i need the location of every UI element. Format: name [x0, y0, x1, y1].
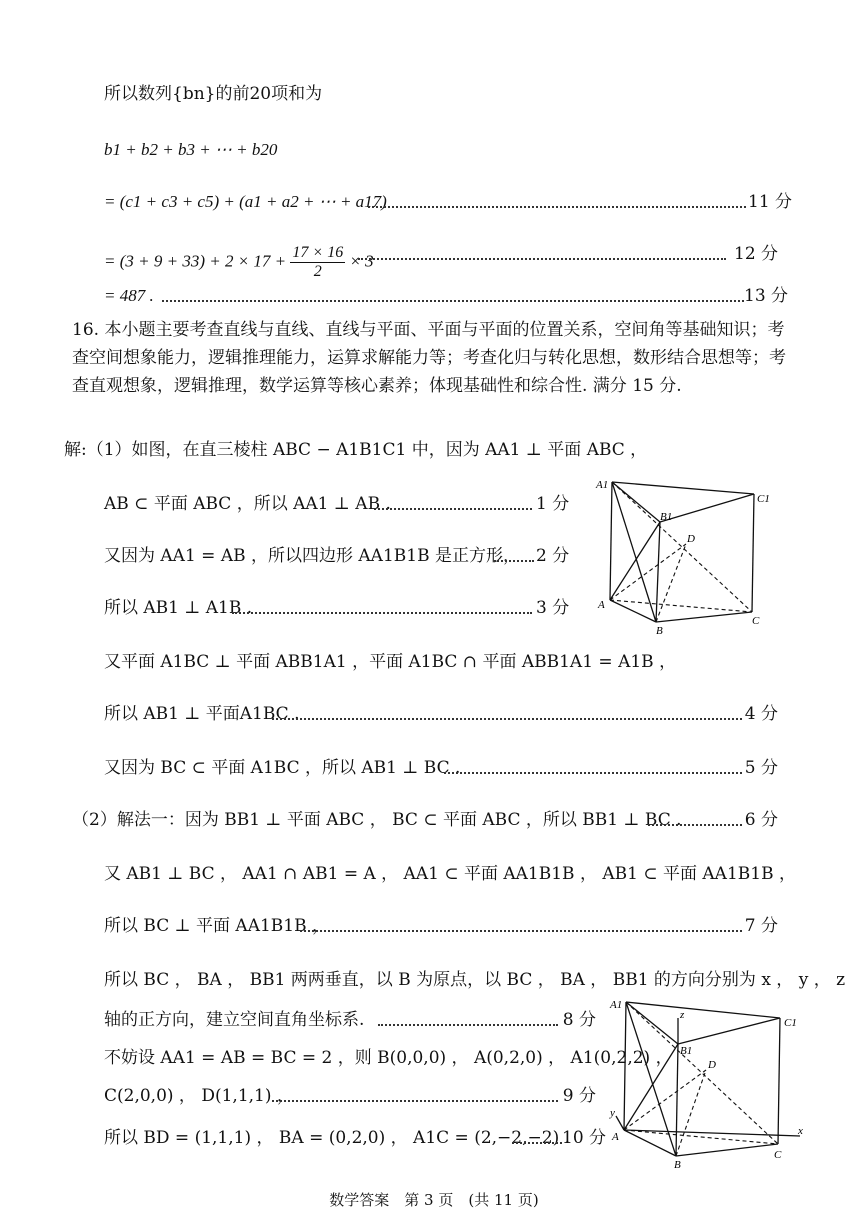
solution-part-1-line-6: 所以 AB1 ⊥ 平面A1BC . — [104, 704, 300, 724]
fraction-denominator: 2 — [313, 263, 322, 280]
solution-part-2-line-8: 所以 BD = (1,1,1) ， BA = (0,2,0) ， A1C = (2,−2,−2) . — [104, 1128, 571, 1148]
fig2-label-y: y — [610, 1107, 615, 1119]
score-label: 8 分 — [562, 1010, 596, 1030]
score-label: 13 分 — [744, 286, 789, 306]
step-2-part-a: = (3 + 9 + 33) + 2 × 17 + — [104, 251, 287, 271]
score-label: 10 分 — [562, 1128, 607, 1148]
fig2-label-b1: B1 — [680, 1045, 693, 1057]
score-label: 4 分 — [744, 704, 778, 724]
fig2-label-z: z — [680, 1009, 685, 1021]
fig2-label-a: A — [612, 1131, 619, 1143]
fig1-label-c: C — [752, 615, 760, 627]
solution-part-2-line-3: 所以 BC ⊥ 平面 AA1B1B ， — [104, 916, 329, 936]
fig1-label-a: A — [598, 599, 605, 611]
fig1-label-a1: A1 — [596, 479, 609, 491]
solution-part-2-line-1: （2）解法一：因为 BB1 ⊥ 平面 ABC ， BC ⊂ 平面 ABC ，所以 BB1 ⊥ BC . — [72, 810, 682, 830]
solution-part-1-line-4: 所以 AB1 ⊥ A1B . — [104, 598, 253, 618]
score-label: 5 分 — [744, 758, 778, 778]
text-line-step-1: = (c1 + c3 + c5) + (a1 + a2 + ⋯ + a17) — [104, 192, 387, 211]
solution-part-2-line-5: 轴的正方向，建立空间直角坐标系. — [104, 1010, 365, 1030]
solution-part-2-line-6: 不妨设 AA1 = AB = BC = 2 ，则 B(0,0,0) ， A(0,2,0) ， A1(0,2,2) ， — [104, 1048, 673, 1068]
fraction — [290, 244, 345, 281]
fig2-label-c: C — [774, 1149, 782, 1161]
solution-part-1-line-3: 又因为 AA1 = AB ，所以四边形 AA1B1B 是正方形， — [104, 546, 520, 566]
leader-dots — [358, 258, 726, 260]
score-label: 9 分 — [562, 1086, 596, 1106]
text-line-step-3: = 487 . — [104, 286, 154, 305]
fig2-label-x: x — [798, 1125, 803, 1137]
score-label: 11 分 — [748, 192, 793, 212]
leader-dots — [232, 612, 532, 614]
leader-dots — [272, 1100, 558, 1102]
fig1-label-c1: C1 — [757, 493, 770, 505]
solution-part-1-line-5: 又平面 A1BC ⊥ 平面 ABB1A1 ，平面 A1BC ∩ 平面 ABB1A1 = A1B ， — [104, 652, 677, 672]
score-label: 3 分 — [536, 598, 570, 618]
score-label: 12 分 — [734, 244, 779, 264]
score-label: 6 分 — [744, 810, 778, 830]
solution-part-1-line-1: 解:（1）如图，在直三棱柱 ABC − A1B1C1 中，因为 AA1 ⊥ 平面 ABC ， — [64, 440, 648, 460]
leader-dots — [162, 300, 744, 302]
fig2-label-a1: A1 — [610, 999, 623, 1011]
leader-dots — [494, 560, 534, 562]
solution-part-2-line-4: 所以 BC ， BA ， BB1 两两垂直，以 B 为原点，以 BC ， BA ， BB1 的方向分别为 x ， y ， z — [104, 970, 846, 990]
fig1-label-d: D — [687, 533, 695, 545]
step-2-part-b: × 3 — [349, 251, 374, 271]
score-label: 1 分 — [536, 494, 570, 514]
solution-part-1-line-7: 又因为 BC ⊂ 平面 A1BC ，所以 AB1 ⊥ BC . — [104, 758, 461, 778]
leader-dots — [300, 930, 742, 932]
leader-dots — [374, 508, 532, 510]
leader-dots — [648, 824, 742, 826]
text-line-step-2 — [104, 244, 374, 281]
leader-dots — [368, 206, 746, 208]
problem-16-description: 16. 本小题主要考查直线与直线、直线与平面、平面与平面的位置关系，空间角等基础知识；考查空间想象能力，逻辑推理能力，运算求解能力等；考查化归与转化思想，数形结合思想等；考查直观想象，逻辑推理，数学运算等核心素养；体现基础性和综合性. 满分 15 分. — [72, 320, 786, 396]
solution-part-2-line-2: 又 AB1 ⊥ BC ， AA1 ∩ AB1 = A ， AA1 ⊂ 平面 AA1B1B ， AB1 ⊂ 平面 AA1B1B ， — [104, 864, 796, 884]
score-label: 2 分 — [536, 546, 570, 566]
solution-part-1-line-2: AB ⊂ 平面 ABC ，所以 AA1 ⊥ AB . — [104, 494, 391, 514]
fig1-label-b1: B1 — [660, 511, 673, 523]
leader-dots — [512, 1142, 562, 1144]
leader-dots — [444, 772, 742, 774]
fig2-label-c1: C1 — [784, 1017, 797, 1029]
text-line-sum-intro: 所以数列{bn}的前20项和为 — [104, 84, 323, 104]
page-footer: 数学答案 第 3 页 (共 11 页) — [329, 1191, 539, 1209]
prism-figure-1 — [592, 476, 778, 640]
leader-dots — [378, 1024, 558, 1026]
fig2-label-b: B — [674, 1159, 681, 1171]
text-line-sum-expr: b1 + b2 + b3 + ⋯ + b20 — [104, 140, 278, 159]
fig1-label-b: B — [656, 625, 663, 637]
score-label: 7 分 — [744, 916, 778, 936]
solution-part-2-line-7: C(2,0,0) ， D(1,1,1) ， — [104, 1086, 294, 1106]
fig2-label-d: D — [708, 1059, 716, 1071]
prism-figure-2 — [604, 996, 814, 1174]
fraction-numerator: 17 × 16 — [292, 244, 344, 261]
leader-dots — [272, 718, 742, 720]
